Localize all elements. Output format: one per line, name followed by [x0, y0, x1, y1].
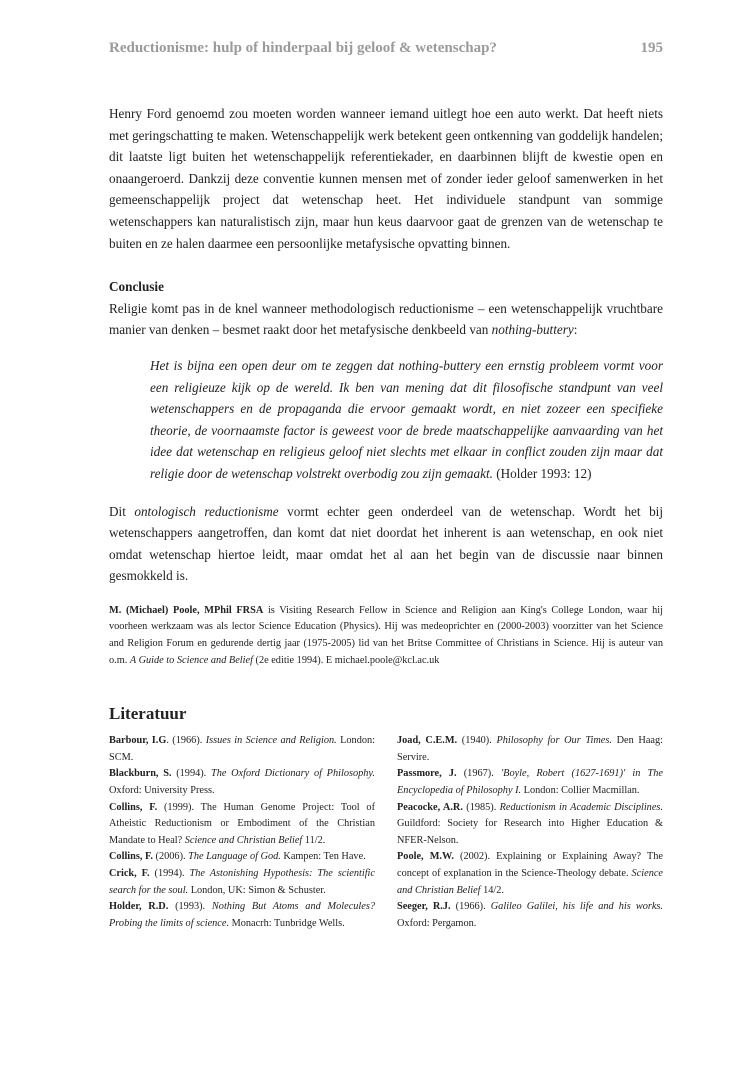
- quote-text: Het is bijna een open deur om te zeggen dat nothing-buttery een ernstig probleem vormt voor een religieuze kijk op de wereld. Ik ben van mening dat dit filosofische standpunt van veel wetenschappers en de propaganda die ervoor gemaakt wordt, en niet zozeer een specifieke theorie, de voornaamste factor is geweest voor de brede maatschappelijke aanvaarding van het idee dat wetenschap en religieus geloof niet slechts met elkaar in conflict zouden zijn maar dat religie door de wetenschap volstrekt overbodig zou zijn gemaakt.: [150, 357, 663, 481]
- ref-pre: . (1966).: [166, 735, 206, 747]
- reference-entry: [397, 766, 663, 799]
- ref-post: Monacrh: Tunbridge Wells.: [229, 917, 345, 929]
- conclusion-heading: Conclusie: [109, 279, 164, 295]
- ref-pre: (1967).: [456, 768, 501, 780]
- ref-pre: (1993).: [168, 901, 212, 913]
- ref-author: Holder, R.D.: [109, 901, 169, 913]
- ref-author: Poole, M.W.: [397, 851, 454, 863]
- reference-entry: [109, 800, 375, 850]
- ref-pre: (1994).: [171, 768, 211, 780]
- ref-title: Nothing But Atoms and Molecules? Probing the limits of science.: [109, 901, 375, 929]
- ref-author: Blackburn, S.: [109, 768, 172, 780]
- ref-post: Oxford: University Press.: [109, 785, 215, 797]
- p3-start: Dit: [109, 503, 135, 519]
- literature-heading: Literatuur: [109, 704, 187, 724]
- author-book-rest: (2e editie 1994). E michael.poole@kcl.ac.uk: [252, 654, 440, 666]
- conclusion-colon: :: [573, 322, 578, 338]
- ref-post: London, UK: Simon & Schuster.: [188, 884, 326, 896]
- ref-pre: (2006).: [152, 851, 189, 863]
- reference-entry: [397, 849, 663, 899]
- ref-author: Seeger, R.J.: [397, 901, 451, 913]
- conclusion-text: Religie komt pas in de knel wanneer methodologisch reductionisme – een wetenschappelijk vruchtbare manier van denken – besmet raakt door het metafysische denkbeeld van: [109, 300, 663, 338]
- reference-entry: [109, 866, 375, 899]
- p3-rest: vormt echter geen onderdeel van de wetenschap. Wordt het bij wetenschappers aangetroffen, dan komt dat niet doordat het inherent is aan wetenschap, en ook niet omdat wetenschap hiertoe leidt, maar omdat het al aan het begin van de discussie naar binnen gesmokkeld is.: [109, 503, 663, 584]
- reference-column-right: [397, 733, 663, 932]
- reference-entry: [109, 849, 375, 866]
- reference-entry: [397, 800, 663, 850]
- conclusion-term: nothing-buttery: [491, 322, 574, 338]
- running-title: Reductionisme: hulp of hinderpaal bij geloof & wetenschap?: [109, 40, 497, 56]
- author-bio: [109, 603, 663, 669]
- ref-author: Peacocke, A.R.: [397, 801, 463, 813]
- ref-author: Collins, F.: [109, 851, 153, 863]
- ref-title: Issues in Science and Religion.: [205, 735, 337, 747]
- page-content: [109, 103, 663, 932]
- ref-pre: (1999). The Human Genome Project: Tool of Atheistic Reductionism or Embodiment of the Christian Mandate to Heal?: [109, 801, 375, 846]
- ref-title: Galileo Galilei, his life and his works.: [490, 901, 663, 913]
- ref-author: Passmore, J.: [397, 768, 457, 780]
- author-bio-text: is Visiting Research Fellow in Science and Religion aan King's College London, waar hij voorheen werkzaam was als lector Science Education (Physics). Hij was medeoprichter en (2000-2003) voorzitter van het Science and Religion Forum en gedurende dertig jaar (1975-2005) lid van het Britse Committee of Christians in Science. Hij is auteur van o.m.: [109, 604, 663, 666]
- ref-post: Kampen: Ten Have.: [280, 851, 366, 863]
- ref-pre: (1985).: [462, 801, 500, 813]
- ref-post: 14/2.: [480, 884, 504, 896]
- ref-post: London: Collier Macmillan.: [521, 785, 640, 797]
- quote-citation: (Holder 1993: 12): [492, 465, 592, 481]
- p3-term: ontologisch reductionisme: [134, 503, 279, 519]
- ref-post: London: SCM.: [109, 735, 376, 763]
- ref-post: 11/2.: [302, 834, 326, 846]
- author-book: A Guide to Science and Belief: [129, 654, 253, 666]
- ref-post: Oxford: Pergamon.: [397, 917, 477, 929]
- ref-pre: (1994).: [149, 868, 190, 879]
- ref-pre: (1940).: [457, 735, 497, 747]
- ref-post: Den Haag: Servire.: [397, 735, 663, 763]
- body-paragraph-3: [109, 501, 663, 587]
- ref-title: Science and Christian Belief: [184, 834, 303, 846]
- ref-title: Reductionism in Academic Disciplines.: [499, 801, 663, 813]
- ref-post: Guildford: Society for Research into Higher Education & NFER-Nelson.: [397, 818, 663, 846]
- page-number: 195: [640, 40, 663, 56]
- ref-title: Science and Christian Belief: [397, 868, 663, 896]
- body-paragraph-1: Henry Ford genoemd zou moeten worden wanneer iemand uitlegt hoe een auto werkt. Dat heeft niets met geringschatting te maken. Wetenschappelijk werk betekent geen ontkenning van goddelijk handelen; dit laatste ligt buiten het wetenschappelijk referentiekader, en daarbinnen blijft de kwestie open en onaangeroerd. Dankzij deze conventie kunnen mensen met of zonder ieder geloof samenwerken in het gemeenschappelijk project dat wetenschap heet. Het individuele standpunt van sommige wetenschappers kan naturalistisch zijn, maar hun keus daarvoor gaat de grenzen van de wetenschap te buiten en ze halen daarmee een persoonlijke metafysische opvatting binnen.: [109, 106, 663, 251]
- reference-entry: [109, 733, 375, 766]
- reference-entry: [397, 733, 663, 766]
- ref-pre: (2002). Explaining or Explaining Away? The concept of explanation in the Science-Theology debate.: [397, 851, 663, 879]
- ref-author: Crick, F.: [109, 868, 150, 879]
- ref-title: Philosophy for Our Times.: [496, 735, 612, 747]
- reference-entry: [109, 766, 375, 799]
- ref-title: The Astonishing Hypothesis: The scientific search for the soul.: [109, 868, 375, 896]
- ref-author: Joad, C.E.M.: [397, 735, 458, 747]
- ref-pre: (1966).: [450, 901, 491, 913]
- ref-title: 'Boyle, Robert (1627-1691)' in The Encyclopedia of Philosophy I.: [397, 768, 663, 797]
- ref-author: Barbour, I.G: [109, 735, 167, 747]
- ref-author: Collins, F.: [109, 801, 158, 813]
- reference-entry: [109, 899, 375, 932]
- reference-list: [109, 733, 663, 932]
- ref-title: The Oxford Dictionary of Philosophy.: [210, 768, 375, 780]
- block-quote: [150, 355, 663, 485]
- ref-title: The Language of God.: [188, 851, 281, 863]
- reference-column-left: [109, 733, 375, 932]
- running-header: [109, 40, 663, 57]
- reference-entry: [397, 899, 663, 932]
- conclusion-paragraph: [109, 298, 663, 341]
- author-name: M. (Michael) Poole, MPhil FRSA: [109, 604, 264, 616]
